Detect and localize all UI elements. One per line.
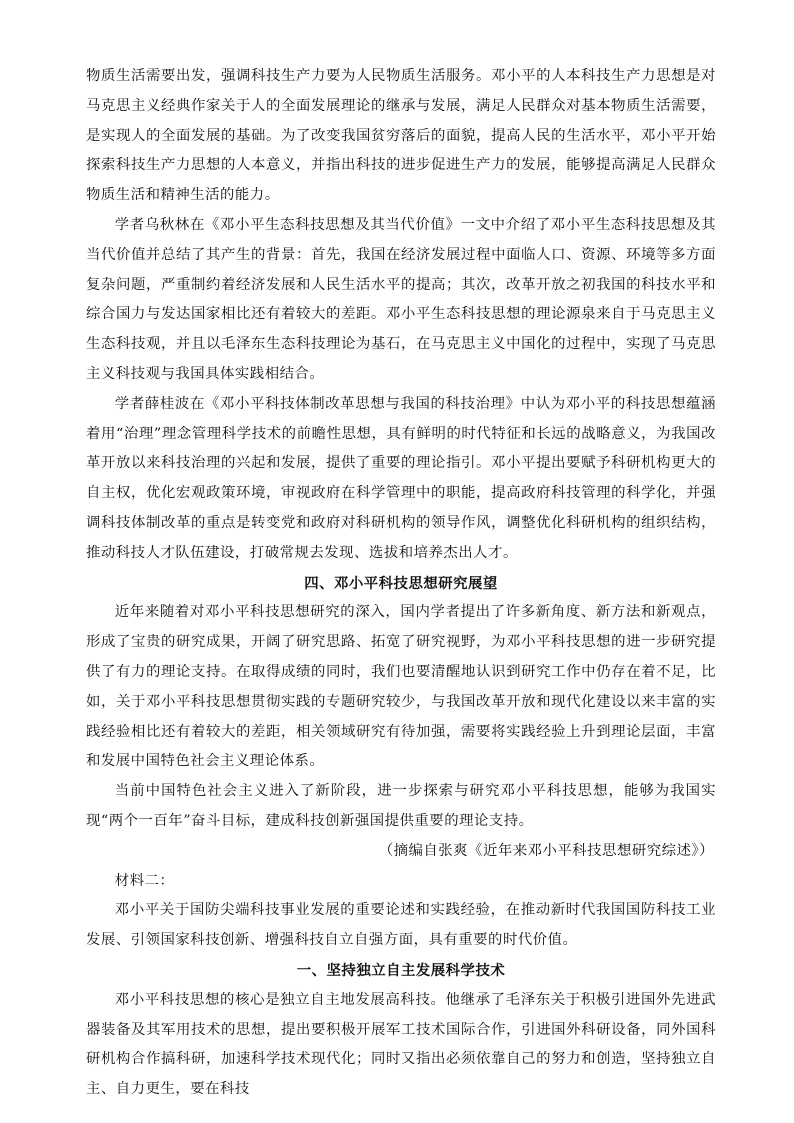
paragraph-new-stage: 当前中国特色社会主义进入了新阶段，进一步探索与研究邓小平科技思想，能够为我国实现“两个一百年”奋斗目标，建成科技创新强国提供重要的理论支持。: [86, 783, 716, 829]
material-two-label: 材料二：: [114, 872, 175, 889]
document-body: [86, 62, 716, 1105]
section-heading-outlook: 四、邓小平科技思想研究展望: [304, 574, 498, 592]
section-heading-independence: 一、坚持独立自主发展科学技术: [296, 961, 506, 979]
source-citation: （摘编自张爽《近年来邓小平科技思想研究综述》）: [378, 842, 714, 859]
paragraph-wu-qiulin: 学者乌秋林在《邓小平生态科技思想及其当代价值》一文中介绍了邓小平生态科技思想及其当代价值并总结了其产生的背景：首先，我国在经济发展过程中面临人口、资源、环境等多方面复杂问题，严重制约着经济发展和人民生活水平的提高；其次，改革开放之初我国的科技水平和综合国力与发达国家相比还有着较大的差距。邓小平生态科技思想的理论源泉来自于马克思主义生态科技观，并且以毛泽东生态科技理论为基石，在马克思主义中国化的过程中，实现了马克思主义科技观与我国具体实践相结合。: [86, 216, 716, 382]
paragraph-core-idea: 邓小平科技思想的核心是独立自主地发展高科技。他继承了毛泽东关于积极引进国外先进武器装备及其军用技术的思想，提出要积极开展军工技术国际合作，引进国外科研设备，同外国科研机构合作搞科研，加速科学技术现代化；同时又指出必须依靠自己的努力和创造，坚持独立自主、自力更生，要在科技: [86, 991, 716, 1098]
paragraph-defense-tech: 邓小平关于国防尖端科技事业发展的重要论述和实践经验，在推动新时代我国国防科技工业发展、引领国家科技创新、增强科技自立自强方面，具有重要的时代价值。: [86, 902, 716, 949]
paragraph-xue-guibo: 学者薛桂波在《邓小平科技体制改革思想与我国的科技治理》中认为邓小平的科技思想蕴涵着用“治理”理念管理科学技术的前瞻性思想，具有鲜明的时代特征和长远的战略意义，为我国改革开放以来科技治理的兴起和发展，提供了重要的理论指引。邓小平提出要赋予科研机构更大的自主权，优化宏观政策环境，审视政府在科学管理中的职能，提高政府科技管理的科学化，并强调科技体制改革的重点是转变党和政府对科研机构的领导作风，调整优化科研机构的组织结构，推动科技人才队伍建设，打破常规去发现、选拔和培养杰出人才。: [86, 395, 716, 561]
paragraph-continuation: 物质生活需要出发，强调科技生产力要为人民物质生活服务。邓小平的人本科技生产力思想是对马克思主义经典作家关于人的全面发展理论的继承与发展，满足人民群众对基本物质生活需要，是实现人的全面发展的基础。为了改变我国贫穷落后的面貌，提高人民的生活水平，邓小平开始探索科技生产力思想的人本意义，并指出科技的进步促进生产力的发展，能够提高满足人民群众物质生活和精神生活的能力。: [86, 68, 716, 204]
paragraph-research-progress: 近年来随着对邓小平科技思想研究的深入，国内学者提出了许多新角度、新方法和新观点，形成了宝贵的研究成果，开阔了研究思路、拓宽了研究视野，为邓小平科技思想的进一步研究提供了有力的理论支持。在取得成绩的同时，我们也要清醒地认识到研究工作中仍存在着不足，比如，关于邓小平科技思想贯彻实践的专题研究较少，与我国改革开放和现代化建设以来丰富的实践经验相比还有着较大的差距，相关领域研究有待加强，需要将实践经验上升到理论层面，丰富和发展中国特色社会主义理论体系。: [86, 604, 716, 770]
